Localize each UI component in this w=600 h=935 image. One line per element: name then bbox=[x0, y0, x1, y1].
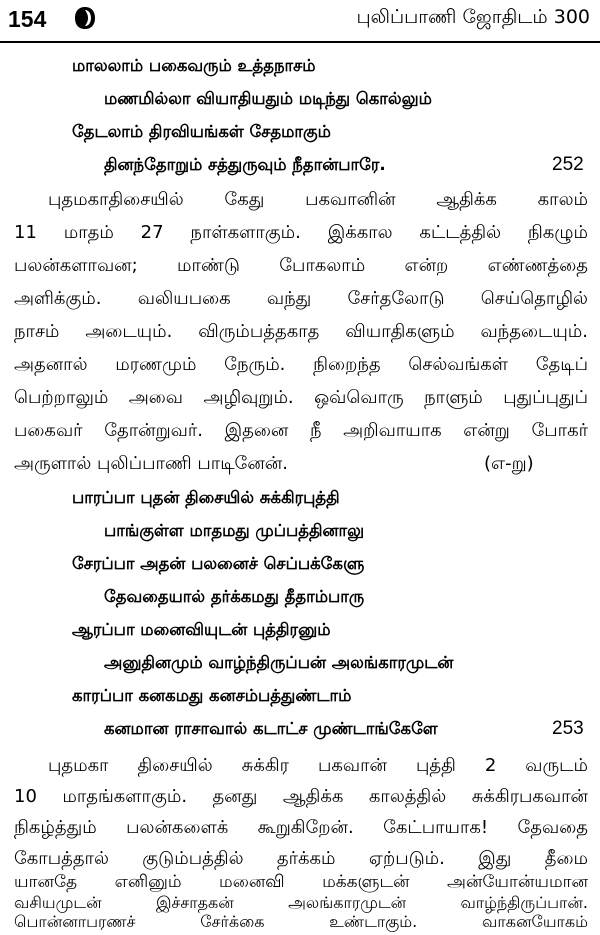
prose-line: பலன்களாவன; மாண்டு போகலாம் என்ற எண்ணத்தை bbox=[14, 255, 588, 276]
prose-line: வசியமுடன் இச்சாதகன் அலங்காரமுடன் வாழ்ந்திருப்பான். bbox=[14, 893, 588, 912]
verse-line: தேடலாம் திரவியங்கள் சேதமாகும் bbox=[72, 122, 331, 141]
header-rule bbox=[0, 41, 600, 43]
prose-line: நாசம் அடையும். விரும்பத்தகாத வியாதிகளும் வந்தடையும். bbox=[14, 321, 588, 342]
verse-line: ஆரப்பா மனைவியுடன் புத்திரனும் bbox=[72, 620, 331, 639]
verse-line: பாங்குள்ள மாதமது முப்பத்தினாலு bbox=[104, 521, 365, 540]
prose-line: புதமகா திசையில் சுக்கிர பகவான் புத்தி 2 வருடம் bbox=[48, 755, 588, 776]
prose-line: புதமகாதிசையில் கேது பகவானின் ஆதிக்க காலம் bbox=[48, 189, 588, 210]
prose-line: 11 மாதம் 27 நாள்களாகும். இக்கால கட்டத்தில் நிகழும் bbox=[14, 222, 588, 243]
verse-line: தினந்தோறும் சத்துருவும் நீதான்பாரே. bbox=[104, 155, 386, 174]
running-title: புலிப்பாணி ஜோதிடம் 300 bbox=[356, 6, 590, 28]
prose-line: 10 மாதங்களாகும். தனது ஆதிக்க காலத்தில் சுக்கிரபகவான் bbox=[14, 786, 588, 807]
prose-line: கோபத்தால் குடும்பத்தில் தர்க்கம் ஏற்படும். இது தீமை bbox=[14, 848, 588, 869]
prose-line: யானதே எனினும் மனைவி மக்களுடன் அன்யோன்யமான bbox=[14, 872, 588, 892]
prose-line: பகைவர் தோன்றுவர். இதனை நீ அறிவாயாக என்று போகர் bbox=[14, 420, 588, 441]
verse-line: சேரப்பா அதன் பலனைச் செப்பக்கேளு bbox=[72, 554, 365, 573]
verse-line: மாலலாம் பகைவரும் உத்தநாசம் bbox=[72, 56, 316, 75]
prose-line: அருளால் புலிப்பாணி பாடினேன். bbox=[14, 453, 288, 474]
prose-line: அதனால் மரணமும் நேரும். நிறைந்த செல்வங்கள் தேடிப் bbox=[14, 354, 588, 375]
verse-line: மணமில்லா வியாதியதும் மடிந்து கொல்லும் bbox=[104, 89, 432, 108]
crescent-moon-icon bbox=[74, 5, 96, 31]
verse-line: தேவதையால் தர்க்கமது தீதாம்பாரு bbox=[104, 587, 365, 606]
verse-line: காரப்பா கனகமது கனசம்பத்துண்டாம் bbox=[72, 686, 352, 705]
verse-number: 253 bbox=[552, 718, 584, 739]
prose-line: பொன்னாபரணச் சேர்க்கை உண்டாகும். வாகனயோகம் bbox=[14, 912, 588, 931]
page-header bbox=[0, 0, 600, 44]
prose-line: அளிக்கும். வலியபகை வந்து சேர்தலோடு செய்தொழில் bbox=[14, 288, 588, 309]
verse-line: அனுதினமும் வாழ்ந்திருப்பன் அலங்காரமுடன் bbox=[104, 653, 454, 672]
verse-line: கனமான ராசாவால் கடாட்ச முண்டாங்கேளே bbox=[104, 719, 438, 738]
verse-number: 252 bbox=[552, 154, 584, 175]
end-mark: (எ-று) bbox=[484, 453, 534, 474]
prose-line: நிகழ்த்தும் பலன்களைக் கூறுகிறேன். கேட்பாயாக! தேவதை bbox=[14, 817, 588, 838]
prose-line: பெற்றாலும் அவை அழிவுறும். ஒவ்வொரு நாளும் புதுப்புதுப் bbox=[14, 387, 588, 408]
verse-line: பாரப்பா புதன் திசையில் சுக்கிரபுத்தி bbox=[72, 488, 340, 507]
page-number: 154 bbox=[8, 6, 47, 32]
